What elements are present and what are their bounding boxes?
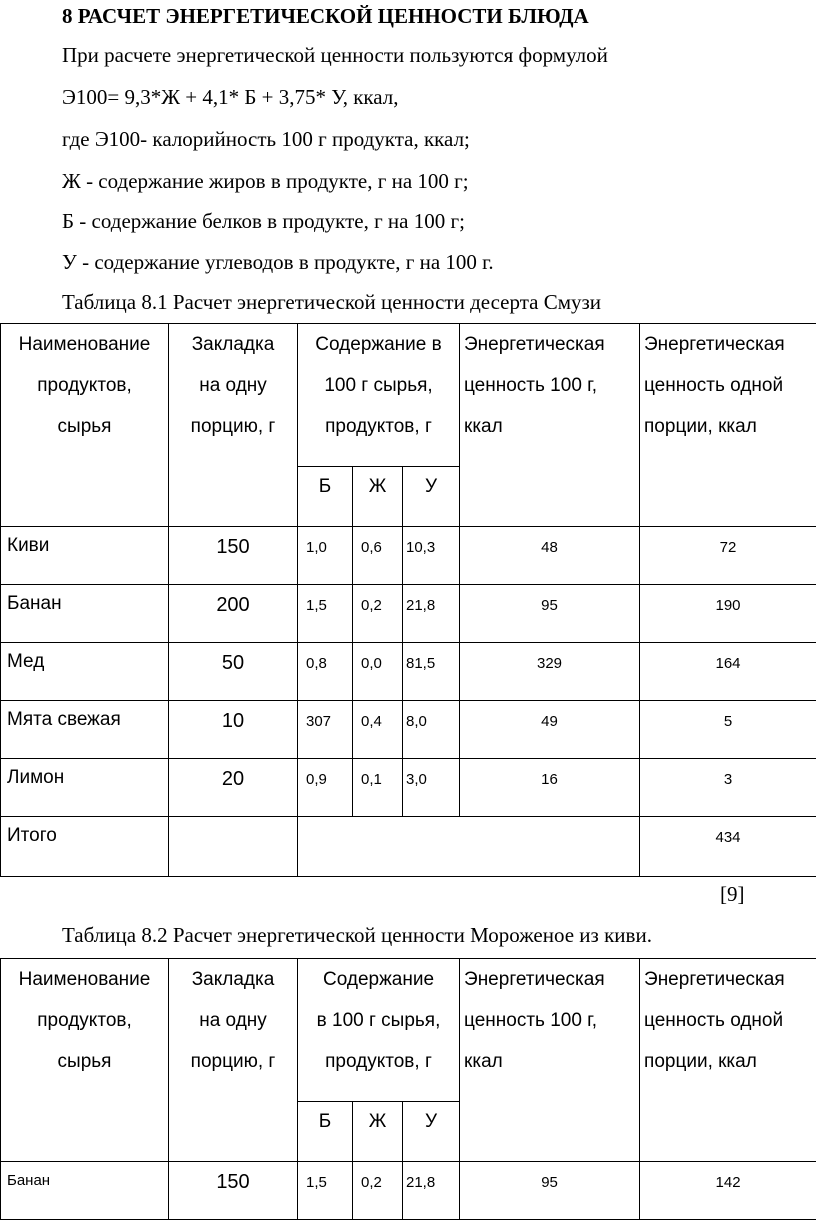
table-row xyxy=(1,759,816,817)
cell-e100: 49 xyxy=(460,701,640,759)
header-energy-portion: Энергетическая ценность одной порции, ккал xyxy=(640,959,816,1162)
table-row xyxy=(1,1162,816,1220)
cell-energy-portion: 164 xyxy=(640,643,816,701)
cell-portion: 200 xyxy=(169,585,298,643)
cell-zh: 0,6 xyxy=(353,527,403,585)
cell-u: 10,3 xyxy=(403,527,460,585)
cell-b: 1,5 xyxy=(298,1162,353,1220)
header-zh: Ж xyxy=(353,1102,403,1162)
section-heading: 8 РАСЧЕТ ЭНЕРГЕТИЧЕСКОЙ ЦЕННОСТИ БЛЮДА xyxy=(62,4,589,28)
definition-fat: Ж - содержание жиров в продукте, г на 100 г; xyxy=(62,169,469,193)
cell-name: Лимон xyxy=(1,759,169,817)
reference-mark: [9] xyxy=(720,882,745,906)
cell-u: 3,0 xyxy=(403,759,460,817)
cell-zh: 0,0 xyxy=(353,643,403,701)
cell-energy-portion: 190 xyxy=(640,585,816,643)
table-row xyxy=(1,643,816,701)
cell-b: 0,8 xyxy=(298,643,353,701)
cell-energy-portion: 142 xyxy=(640,1162,816,1220)
formula-text: Э100= 9,3*Ж + 4,1* Б + 3,75* У, ккал, xyxy=(62,85,399,109)
header-energy-portion: Энергетическая ценность одной порции, ккал xyxy=(640,324,816,527)
header-name: Наименование продуктов, сырья xyxy=(1,959,169,1162)
total-empty xyxy=(169,817,298,877)
header-energy100: Энергетическая ценность 100 г, ккал xyxy=(460,959,640,1162)
cell-zh: 0,2 xyxy=(353,585,403,643)
header-portion: Закладка на одну порцию, г xyxy=(169,324,298,527)
cell-name: Банан xyxy=(1,1162,169,1220)
cell-zh: 0,2 xyxy=(353,1162,403,1220)
cell-portion: 150 xyxy=(169,1162,298,1220)
table2-header-row xyxy=(1,959,816,1102)
cell-e100: 16 xyxy=(460,759,640,817)
cell-b: 1,0 xyxy=(298,527,353,585)
table-row xyxy=(1,527,816,585)
table-row xyxy=(1,701,816,759)
definition-carbs: У - содержание углеводов в продукте, г на 100 г. xyxy=(62,250,494,274)
header-content: Содержание в 100 г сырья, продуктов, г xyxy=(298,324,460,467)
header-u: У xyxy=(403,467,460,527)
cell-e100: 329 xyxy=(460,643,640,701)
cell-name: Мята свежая xyxy=(1,701,169,759)
total-value: 434 xyxy=(640,817,816,877)
cell-u: 81,5 xyxy=(403,643,460,701)
table1 xyxy=(0,323,816,877)
cell-u: 21,8 xyxy=(403,1162,460,1220)
table1-caption: Таблица 8.1 Расчет энергетической ценности десерта Смузи xyxy=(62,290,602,314)
cell-portion: 10 xyxy=(169,701,298,759)
table-row xyxy=(1,585,816,643)
cell-b: 0,9 xyxy=(298,759,353,817)
total-label: Итого xyxy=(1,817,169,877)
cell-u: 21,8 xyxy=(403,585,460,643)
header-u: У xyxy=(403,1102,460,1162)
table2 xyxy=(0,958,816,1220)
cell-name: Киви xyxy=(1,527,169,585)
table1-header-row xyxy=(1,324,816,467)
header-name: Наименование продуктов, сырья xyxy=(1,324,169,527)
cell-name: Мед xyxy=(1,643,169,701)
cell-e100: 48 xyxy=(460,527,640,585)
header-b: Б xyxy=(298,467,353,527)
cell-b: 307 xyxy=(298,701,353,759)
cell-portion: 150 xyxy=(169,527,298,585)
cell-zh: 0,4 xyxy=(353,701,403,759)
header-zh: Ж xyxy=(353,467,403,527)
cell-portion: 50 xyxy=(169,643,298,701)
table2-caption: Таблица 8.2 Расчет энергетической ценности Мороженое из киви. xyxy=(62,923,652,947)
cell-u: 8,0 xyxy=(403,701,460,759)
cell-name: Банан xyxy=(1,585,169,643)
cell-portion: 20 xyxy=(169,759,298,817)
cell-energy-portion: 3 xyxy=(640,759,816,817)
cell-energy-portion: 72 xyxy=(640,527,816,585)
header-content: Содержание в 100 г сырья, продуктов, г xyxy=(298,959,460,1102)
cell-zh: 0,1 xyxy=(353,759,403,817)
cell-e100: 95 xyxy=(460,585,640,643)
total-empty xyxy=(298,817,640,877)
table1-total-row xyxy=(1,817,816,877)
cell-e100: 95 xyxy=(460,1162,640,1220)
header-b: Б xyxy=(298,1102,353,1162)
definition-e100: где Э100- калорийность 100 г продукта, ккал; xyxy=(62,127,470,151)
definition-protein: Б - содержание белков в продукте, г на 100 г; xyxy=(62,209,465,233)
header-energy100: Энергетическая ценность 100 г, ккал xyxy=(460,324,640,527)
intro-text: При расчете энергетической ценности пользуются формулой xyxy=(62,43,608,67)
cell-b: 1,5 xyxy=(298,585,353,643)
header-portion: Закладка на одну порцию, г xyxy=(169,959,298,1162)
cell-energy-portion: 5 xyxy=(640,701,816,759)
